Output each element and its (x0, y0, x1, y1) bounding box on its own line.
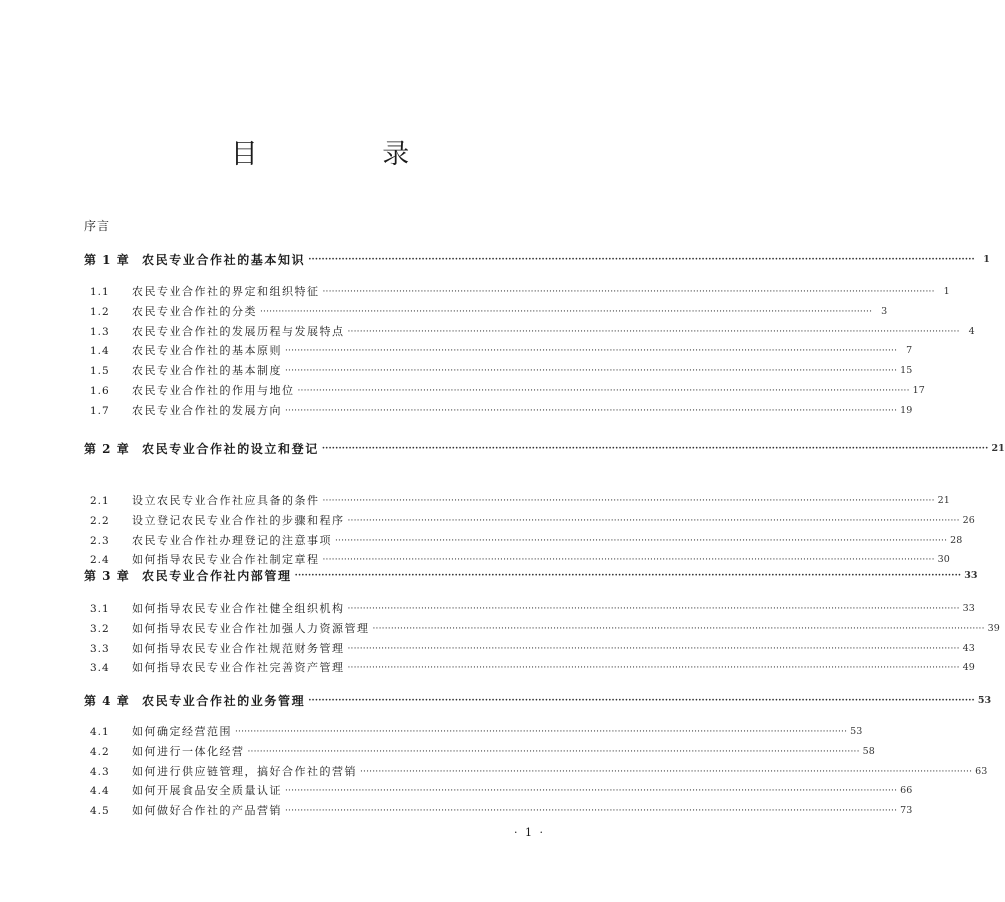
toc-section-1-2-title: 农民专业合作社的分类 (132, 304, 257, 318)
toc-chapter-3-title: 农民专业合作社内部管理 (142, 569, 292, 583)
toc-section-2-3-page: 28 (950, 534, 963, 546)
toc-chapter-2-page: 21 (991, 443, 1005, 454)
toc-section-4-1-number: 4.1 (90, 726, 110, 738)
toc-section-1-4 (90, 340, 913, 358)
toc-section-1-2-page: 3 (881, 305, 888, 317)
leader-dots: ········································································································································································································ (285, 806, 898, 817)
toc-section-1-4-number: 1.4 (90, 345, 110, 358)
toc-section-1-7-number: 1.7 (90, 404, 110, 417)
toc-chapter-3-number: 第 3 章 (84, 569, 130, 583)
leader-dots: ········································································································································································································ (322, 555, 935, 566)
leader-dots: ········································································································································································································ (372, 623, 985, 634)
toc-chapter-2 (84, 438, 1005, 456)
page-number-footer: · 1 · (514, 826, 545, 839)
leader-dots: ········································································································································································································ (235, 727, 848, 737)
toc-section-1-6 (90, 380, 925, 398)
toc-section-3-2-page: 39 (987, 622, 1000, 634)
toc-section-1-1-page: 1 (943, 286, 950, 297)
toc-section-3-4 (90, 657, 975, 675)
toc-section-4-5-title: 如何做好合作社的产品营销 (132, 804, 282, 818)
toc-chapter-2-title: 农民专业合作社的设立和登记 (142, 442, 319, 456)
toc-section-4-2-title: 如何进行一体化经营 (132, 744, 245, 758)
toc-section-2-2-number: 2.2 (90, 514, 110, 527)
toc-section-1-6-number: 1.6 (90, 385, 110, 397)
toc-section-1-6-page: 17 (912, 385, 925, 396)
leader-dots: ········································································································································································································ (347, 604, 960, 614)
toc-section-2-3 (90, 530, 963, 548)
toc-section-4-3-number: 4.3 (90, 765, 110, 778)
toc-chapter-2-number: 第 2 章 (84, 442, 130, 456)
toc-section-3-3-title: 如何指导农民专业合作社规范财务管理 (132, 641, 345, 655)
toc-chapter-4-page: 53 (977, 695, 992, 706)
toc-section-3-2-number: 3.2 (90, 622, 110, 635)
leader-dots: ········································································································································································································ (297, 386, 910, 396)
toc-section-4-5-number: 4.5 (90, 805, 110, 818)
toc-section-1-7-title: 农民专业合作社的发展方向 (132, 403, 282, 417)
toc-section-1-1-number: 1.1 (90, 286, 110, 298)
toc-chapter-1-title: 农民专业合作社的基本知识 (142, 253, 306, 267)
toc-section-3-2-title: 如何指导农民专业合作社加强人力资源管理 (132, 621, 370, 635)
toc-section-1-5-title: 农民专业合作社的基本制度 (132, 364, 282, 378)
toc-section-1-1-title: 农民专业合作社的界定和组织特征 (132, 285, 320, 298)
toc-section-1-1 (90, 281, 950, 299)
toc-chapter-1-page: 1 (983, 254, 990, 265)
leader-dots: ········································································································································································································ (285, 405, 898, 416)
leader-dots: ········································································································································································································ (347, 326, 960, 337)
toc-section-4-4-title: 如何开展食品安全质量认证 (132, 784, 282, 798)
toc-section-2-3-number: 2.3 (90, 534, 110, 547)
leader-dots: ········································································································································································································ (294, 571, 962, 581)
toc-section-1-4-title: 农民专业合作社的基本原则 (132, 344, 282, 358)
toc-section-4-5 (90, 800, 913, 818)
toc-section-4-4 (90, 780, 913, 798)
toc-section-4-5-page: 73 (900, 805, 913, 817)
toc-section-4-1 (90, 721, 863, 739)
toc-section-1-4-page: 7 (906, 345, 913, 357)
leader-dots: ········································································································································································································ (322, 496, 935, 506)
toc-section-4-4-number: 4.4 (90, 785, 110, 798)
leader-dots: ········································································································································································································ (347, 643, 960, 654)
toc-section-2-4-page: 30 (937, 554, 950, 566)
toc-section-4-3-title: 如何进行供应链管理，搞好合作社的营销 (132, 764, 357, 778)
toc-section-2-1-page: 21 (937, 495, 950, 506)
toc-section-2-1-title: 设立农民专业合作社应具备的条件 (132, 494, 320, 507)
toc-section-1-2-number: 1.2 (90, 305, 110, 318)
toc-section-3-1-title: 如何指导农民专业合作社健全组织机构 (132, 602, 345, 615)
toc-chapter-4 (84, 690, 992, 708)
toc-section-4-3-page: 63 (975, 765, 988, 777)
toc-chapter-3 (84, 565, 978, 583)
toc-section-1-3-number: 1.3 (90, 325, 110, 338)
toc-section-1-6-title: 农民专业合作社的作用与地位 (132, 384, 295, 397)
toc-section-1-3-page: 4 (968, 325, 975, 337)
leader-dots: ········································································································································································································ (285, 786, 898, 797)
toc-section-2-3-title: 农民专业合作社办理登记的注意事项 (132, 533, 332, 547)
toc-section-4-1-title: 如何确定经营范围 (132, 725, 232, 738)
leader-dots: ········································································································································································································ (347, 663, 960, 674)
toc-section-3-2 (90, 618, 1000, 636)
toc-section-3-1-page: 33 (962, 603, 975, 614)
toc-section-1-5-number: 1.5 (90, 365, 110, 378)
toc-section-2-2-page: 26 (962, 514, 975, 526)
leader-dots: ········································································································································································································ (308, 255, 975, 265)
toc-section-4-1-page: 53 (850, 726, 863, 737)
toc-section-1-7-page: 19 (900, 404, 913, 416)
toc-chapter-1 (84, 249, 990, 267)
toc-section-4-4-page: 66 (900, 785, 913, 797)
toc-section-1-7 (90, 400, 913, 418)
leader-dots: ········································································································································································································ (308, 696, 975, 706)
toc-section-1-5-page: 15 (900, 365, 913, 377)
toc-chapter-3-page: 33 (964, 570, 978, 581)
leader-dots: ········································································································································································································ (360, 766, 973, 777)
leader-dots: ········································································································································································································ (247, 746, 860, 757)
toc-section-2-2 (90, 510, 975, 528)
toc-section-3-3-page: 43 (962, 642, 975, 654)
leader-dots: ········································································································································································································ (322, 287, 935, 297)
toc-section-3-3-number: 3.3 (90, 642, 110, 655)
leader-dots: ········································································································································································································ (285, 366, 898, 377)
leader-dots: ········································································································································································································ (260, 306, 873, 317)
toc-section-2-1-number: 2.1 (90, 495, 110, 507)
toc-section-3-1-number: 3.1 (90, 603, 110, 615)
toc-section-2-4-title: 如何指导农民专业合作社制定章程 (132, 553, 320, 567)
leader-dots: ········································································································································································································ (347, 515, 960, 526)
toc-section-1-3-title: 农民专业合作社的发展历程与发展特点 (132, 324, 345, 338)
toc-section-3-3 (90, 638, 975, 656)
toc-section-2-2-title: 设立登记农民专业合作社的步骤和程序 (132, 513, 345, 527)
toc-preface: 序言 (84, 219, 111, 233)
toc-section-4-2-page: 58 (862, 745, 875, 757)
page-title: 目 录 (230, 139, 468, 170)
leader-dots: ········································································································································································································ (335, 535, 948, 546)
leader-dots: ········································································································································································································ (285, 346, 898, 357)
toc-section-1-2 (90, 301, 888, 319)
toc-section-2-1 (90, 490, 950, 508)
toc-section-1-3 (90, 321, 975, 339)
toc-chapter-4-number: 第 4 章 (84, 694, 130, 708)
toc-section-3-1 (90, 598, 975, 616)
toc-section-3-4-number: 3.4 (90, 662, 110, 675)
toc-section-3-4-title: 如何指导农民专业合作社完善资产管理 (132, 661, 345, 675)
toc-section-3-4-page: 49 (962, 662, 975, 674)
toc-chapter-1-number: 第 1 章 (84, 253, 130, 267)
leader-dots: ········································································································································································································ (321, 444, 989, 454)
toc-section-4-2-number: 4.2 (90, 745, 110, 758)
toc-section-4-3 (90, 761, 988, 779)
toc-section-4-2 (90, 741, 875, 759)
toc-section-1-5 (90, 360, 913, 378)
toc-chapter-4-title: 农民专业合作社的业务管理 (142, 694, 306, 708)
toc-section-2-4-number: 2.4 (90, 554, 110, 567)
